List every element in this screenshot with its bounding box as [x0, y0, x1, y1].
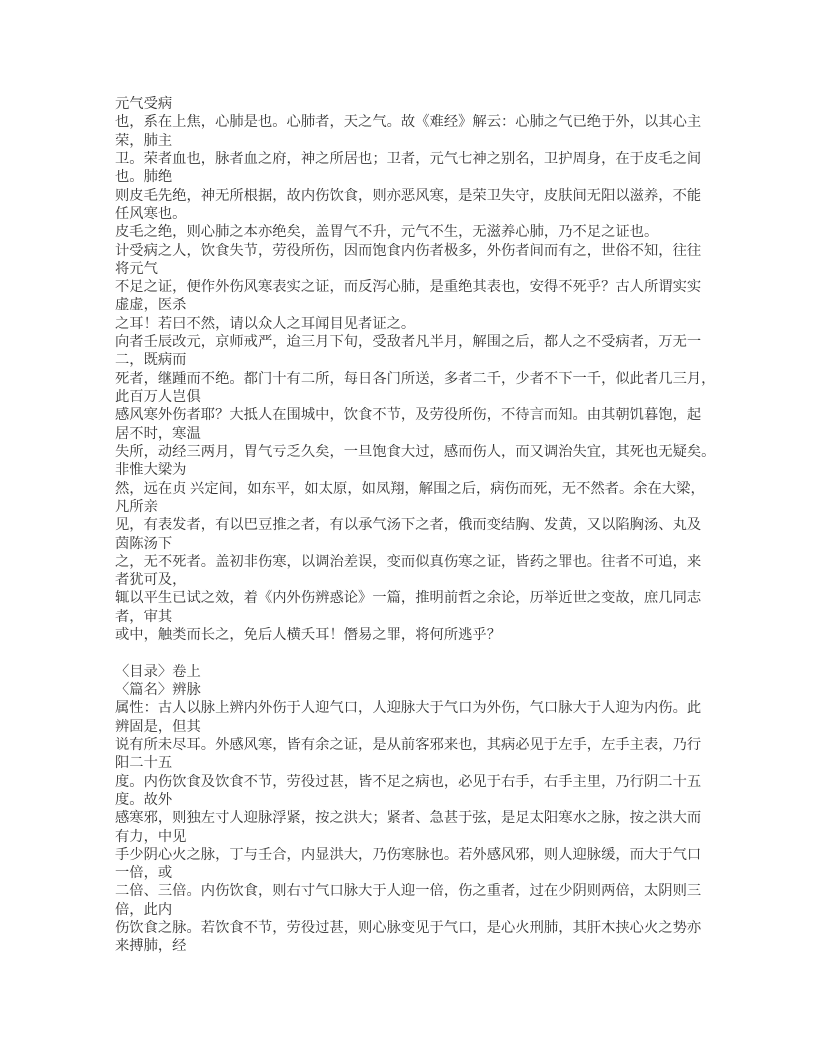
text-line: 也，系在上焦，心肺是也。心肺者，天之气。故《难经》解云：心肺之气已绝于外，以其心主: [115, 114, 702, 131]
text-line: 则皮毛先绝，神无所根据，故内伤饮食，则亦恶风寒，是荣卫失守，皮肤间无阳以滋养，不能: [115, 187, 702, 204]
text-line: 伤饮食之脉。若饮食不节，劳役过甚，则心脉变见于气口，是心火刑肺，其肝木挟心火之势亦: [115, 920, 702, 937]
text-line: 凡所亲: [115, 498, 158, 515]
text-line: 非惟大梁为: [115, 462, 187, 479]
text-line: 〈目录〉卷上: [115, 663, 201, 680]
text-line: 失所，动经三两月，胃气亏乏久矣，一旦饱食大过，感而伤人，而又调治失宜，其死也无疑矣。: [115, 443, 716, 460]
text-line: 居不时，寒温: [115, 425, 201, 442]
text-line: 度。内伤饮食及饮食不节，劳役过甚，皆不足之病也，必见于右手，右手主里，乃行阴二十五: [115, 773, 702, 790]
text-line: 一倍，或: [115, 865, 173, 882]
text-line: 二，既病而: [115, 352, 187, 369]
text-line: 此百万人岂俱: [115, 389, 201, 405]
text-line: 倍，此内: [115, 901, 173, 918]
text-line: 虚虚，医杀: [115, 297, 187, 314]
text-line: 度。故外: [115, 791, 173, 808]
text-line: 元气受病: [115, 96, 173, 112]
text-line: 辨固是，但其: [115, 718, 201, 735]
text-line: 皮毛之绝，则心肺之本亦绝矣，盖胃气不升，元气不生，无滋养心肺，乃不足之证也。: [115, 224, 659, 241]
text-line: 感风寒外伤者耶？大抵人在围城中，饮食不节，及劳役所伤，不待言而知。由其朝饥暮饱，起: [115, 407, 702, 424]
text-line: 计受病之人，饮食失节，劳役所伤，因而饱食内伤者极多，外伤者间而有之，世俗不知，往往: [115, 242, 702, 259]
text-line: 死者，继踵而不绝。都门十有二所，每日各门所送，多者二千，少者不下一千，似此者几三月，: [115, 370, 716, 387]
text-line: 者，审其: [115, 608, 173, 625]
text-line: 将元气: [115, 260, 158, 277]
text-line: 也。肺绝: [115, 169, 173, 186]
text-line: 手少阴心火之脉，丁与壬合，内显洪大，乃伤寒脉也。若外感风邪，则人迎脉缓，而大于气口: [115, 846, 702, 863]
text-line: 向者壬辰改元，京师戒严，迨三月下旬，受敌者凡半月，解围之后，都人之不受病者，万无一: [115, 334, 702, 351]
text-line: [115, 644, 715, 662]
text-line: 辄以平生已试之效，着《内外伤辨惑论》一篇，推明前哲之余论，历举近世之变故，庶几同志: [115, 590, 702, 607]
text-line: 之耳！若曰不然，请以众人之耳闻目见者证之。: [115, 315, 416, 332]
text-line: 荣，肺主: [115, 132, 173, 149]
text-line: 感寒邪，则独左寸人迎脉浮紧，按之洪大；紧者、急甚于弦，是足太阳寒水之脉，按之洪大而: [115, 810, 702, 827]
text-line: 有力，中见: [115, 828, 187, 845]
text-line: 然，远在贞 兴定间，如东平，如太原，如凤翔，解围之后，病伤而死，无不然者。余在大梁，: [115, 480, 705, 497]
text-line: 者犹可及，: [115, 572, 187, 589]
document-text: [115, 95, 715, 956]
text-line: 说有所未尽耳。外感风寒，皆有余之证，是从前客邪来也，其病必见于左手，左手主表，乃行: [115, 736, 702, 753]
text-line: 〈篇名〉辨脉: [115, 682, 201, 698]
text-line: 茵陈汤下: [115, 535, 173, 552]
text-line: 不足之证，便作外伤风寒表实之证，而反泻心肺，是重绝其表也，安得不死乎？古人所谓实实: [115, 279, 702, 296]
text-line: 任风寒也。: [115, 205, 187, 222]
text-line: 属性：古人以脉上辨内外伤于人迎气口，人迎脉大于气口为外伤，气口脉大于人迎为内伤。此: [115, 700, 702, 717]
text-line: 见，有表发者，有以巴豆推之者，有以承气汤下之者，俄而变结胸、发黄，又以陷胸汤、丸及: [115, 517, 702, 534]
text-line: 二倍、三倍。内伤饮食，则右寸气口脉大于人迎一倍，伤之重者，过在少阴则两倍，太阴则三: [115, 883, 702, 900]
text-line: 来搏肺，经: [115, 938, 187, 955]
text-line: 或中，触类而长之，免后人横夭耳！僭易之罪，将何所逃乎？: [115, 627, 502, 644]
text-line: 之，无不死者。盖初非伤寒，以调治差误，变而似真伤寒之证，皆药之罪也。往者不可追，来: [115, 553, 702, 570]
text-line: 阳二十五: [115, 755, 173, 772]
text-line: 卫。荣者血也，脉者血之府，神之所居也；卫者，元气七神之别名，卫护周身，在于皮毛之间: [115, 150, 702, 167]
